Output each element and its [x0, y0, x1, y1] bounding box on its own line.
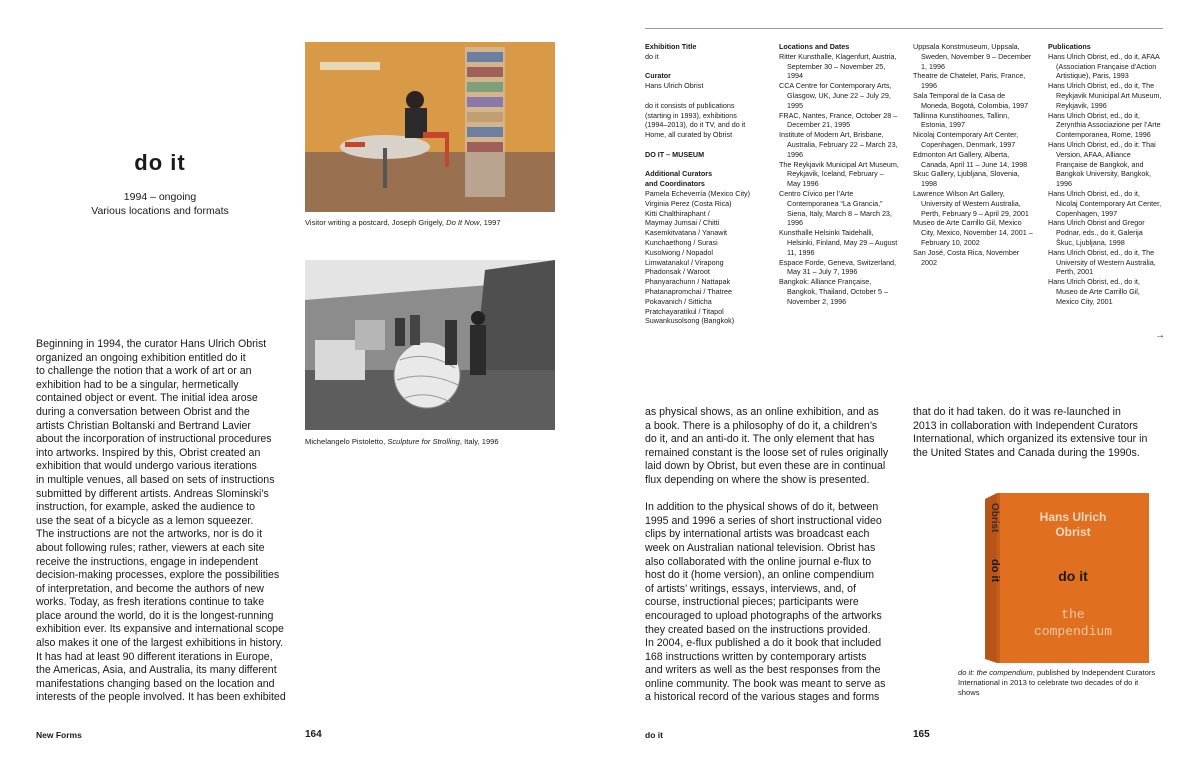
- description-line: do it consists of publications: [645, 100, 735, 110]
- body-text-line: the United States and Canada during the 1990s.: [913, 446, 1140, 459]
- publication-entry: Hans Ulrich Obrist, ed., do it, Zerynthia Associazione per l’Arte Contemporanea, Rome, 1996: [1048, 110, 1161, 140]
- body-text-line: into artworks. Inspired by this, Obrist created an: [36, 446, 261, 459]
- top-rule: [645, 28, 1163, 29]
- publication-entry: Hans Ulrich Obrist, ed., do it: Thai Version, AFAA, Alliance Française de Bangkok, and Bangkok University, Bangkok, 1996: [1048, 139, 1156, 189]
- description-line: Home, all curated by Obrist: [645, 130, 733, 140]
- body-text-line: do it, and an anti-do it. The only element that has: [645, 433, 875, 446]
- body-text-line: In addition to the physical shows of do it, between: [645, 501, 879, 514]
- body-text-line: works. Today, as fresh iterations continue to take: [36, 596, 265, 609]
- body-text-line: receive the instructions, engage in independent: [36, 555, 259, 568]
- body-text-line: It has had at least 90 different iterations in Europe,: [36, 650, 273, 663]
- book-caption: [958, 668, 1158, 698]
- body-text-line: organized an ongoing exhibition entitled do it: [36, 351, 246, 364]
- label-line: Additional Curators: [645, 169, 713, 179]
- body-text-line: a historical record of the various stages and forms: [645, 691, 880, 704]
- location-entry: Espace Forde, Geneva, Switzerland, May 31 – July 7, 1996: [779, 257, 897, 277]
- footer-section-right: do it: [645, 730, 663, 740]
- right-body-text-col2: [913, 406, 1163, 460]
- curator-name: Kusolwong / Nopadol: [645, 247, 713, 257]
- curator-name: Kunchaethong / Surasi: [645, 237, 718, 247]
- body-text-line: and writers as well as the best responses from the: [645, 664, 881, 677]
- publications-list: [1048, 52, 1162, 307]
- caption-2-year: , Italy, 1996: [459, 437, 499, 446]
- publication-entry: Hans Ulrich Obrist, ed., do it, Nicolaj Contemporary Art Center, Copenhagen, 1997: [1048, 188, 1162, 218]
- body-text-line: encouraged to upload photographs of the artworks: [645, 609, 882, 622]
- location-entry: Institute of Modern Art, Brisbane, Australia, February 22 – March 23, 1996: [779, 130, 898, 159]
- continue-arrow-icon: →: [1155, 330, 1165, 341]
- curator-name: Phanyarachunn / Nattapak: [645, 277, 731, 287]
- footer-section-left: New Forms: [36, 730, 82, 740]
- location-entry: Bangkok: Alliance Française, Bangkok, Thailand, October 5 – November 2, 1996: [779, 277, 888, 306]
- body-text-line: a book. There is a philosophy of do it, a children’s: [645, 419, 878, 432]
- additional-curators-list: [645, 189, 765, 326]
- body-text-line: exhibition ever. Its expansive and international scope: [36, 623, 284, 636]
- body-text-line: contained object or event. The initial idea arose: [36, 392, 258, 405]
- body-text-line: during a conversation between Obrist and the: [36, 405, 250, 418]
- photo-sculpture-for-strolling: [305, 260, 555, 430]
- body-text-line: online community. The book was meant to serve as: [645, 677, 886, 690]
- info-column-locations: [779, 42, 899, 307]
- info-column-publications: [1048, 42, 1162, 307]
- curator-name: Virginia Perez (Costa Rica): [645, 198, 732, 208]
- photo-visitor-illustration: [305, 42, 555, 212]
- book-caption-title: do it: the compendium: [958, 668, 1033, 677]
- publication-entry: Hans Ulrich Obrist and Gregor Podnar, eds., do it, Galerija Škuc, Ljubljana, 1998: [1048, 218, 1145, 247]
- book-title: do it: [1058, 568, 1088, 584]
- body-text-line: manifestations changing based on the location and: [36, 677, 275, 690]
- location-entry: The Reykjavik Municipal Art Museum, Reykjavik, Iceland, February – May 1996: [779, 159, 899, 189]
- body-text-line: interests of the people involved. It has been exhibited: [36, 691, 286, 704]
- photo-caption-1: [305, 218, 565, 228]
- publication-entry: Hans Ulrich Obrist, ed., do it, The Reykjavik Municipal Art Museum, Reykjavik, 1996: [1048, 81, 1162, 110]
- paragraph-spacer: [645, 488, 895, 502]
- curator-name: Pratchayaratikul / Titapol: [645, 306, 724, 316]
- location-entry: Sala Temporal de la Casa de Moneda, Bogotá, Colombia, 1997: [913, 90, 1029, 110]
- info-column-locations-continued: [913, 42, 1035, 267]
- body-text-line: of artists’ writings, essays, interviews, and, of: [645, 582, 856, 595]
- page-number-right: 165: [913, 729, 930, 740]
- museum-heading: DO IT – MUSEUM: [645, 149, 705, 159]
- curator-name: Limwatanakul / Virapong: [645, 257, 724, 267]
- additional-curators-label: [645, 169, 765, 189]
- body-text-line: host do it (home version), an online compendium: [645, 569, 875, 582]
- body-text-line: 168 instructions written by contemporary artists: [645, 650, 867, 663]
- location-entry: Skuc Gallery, Ljubljana, Slovenia, 1998: [913, 169, 1020, 189]
- body-text-line: also makes it one of the largest exhibitions in history.: [36, 637, 284, 650]
- body-text-line: about following rules; rather, viewers at each site: [36, 541, 265, 554]
- body-text-line: 1995 and 1996 a series of short instructional video: [645, 514, 882, 527]
- curator-label: Curator: [645, 71, 671, 81]
- body-text-line: artists Christian Boltanski and Bertrand Lavier: [36, 419, 251, 432]
- caption-2-text: Michelangelo Pistoletto,: [305, 437, 388, 446]
- body-text-line: exhibition that would undergo various iterations: [36, 460, 257, 473]
- curator-name: Kitti Chalthiraphant /: [645, 208, 710, 218]
- photo-visitor-writing-postcard: [305, 42, 555, 212]
- right-body-text-col1: [645, 406, 895, 705]
- locations-list: [779, 52, 899, 307]
- body-text-line: instruction, for example, asked the audience to: [36, 501, 256, 514]
- curator-name: Suwankusolsong (Bangkok): [645, 316, 735, 326]
- caption-2-title: Sculpture for Strolling: [387, 437, 460, 446]
- body-text-line: Beginning in 1994, the curator Hans Ulrich Obrist: [36, 338, 267, 350]
- exhibition-title-label: Exhibition Title: [645, 42, 697, 51]
- book-subtitle-line-2: compendium: [1033, 624, 1113, 639]
- publication-entry: Hans Ulrich Obrist, ed., do it, AFAA (Association Française d’Action Artistique), Paris, 1993: [1048, 51, 1160, 81]
- location-entry: Uppsala Konstmuseum, Uppsala, Sweden, November 9 – December 1, 1996: [913, 42, 1032, 71]
- location-entry: Ritter Kunsthalle, Klagenfurt, Austria, September 30 – November 25, 1994: [779, 51, 897, 81]
- caption-1-year: , 1997: [479, 218, 501, 227]
- curator-name: Phadonsak / Waroot: [645, 267, 710, 277]
- body-text-line: course, instructional pieces; participants were: [645, 596, 859, 609]
- page-number-left: 164: [305, 729, 322, 740]
- curator-name: Pamela Echeverría (Mexico City): [645, 188, 751, 198]
- publication-entry: Hans Ulrich Obrist, ed., do it, The University of Western Australia, Perth, 2001: [1048, 247, 1156, 277]
- info-column-1: [645, 42, 765, 326]
- publication-entry: Hans Ulrich Obrist, ed., do it, Museo de Arte Carrillo Gil, Mexico City, 2001: [1048, 277, 1140, 306]
- body-text-line: clips by international artists was broadcast each: [645, 528, 870, 541]
- body-text-line: International, which organized its extensive tour in: [913, 433, 1148, 446]
- body-text-line: 2013 in collaboration with Independent Curators: [913, 419, 1138, 432]
- body-text-line: to challenge the notion that a work of art or an: [36, 365, 252, 378]
- location-entry: Centro Cívico per l’Arte Contemporanea “La Grancia,” Siena, Italy, March 8 – March 23, 1996: [779, 188, 892, 228]
- book-subtitle-line-1: the: [1061, 607, 1085, 622]
- location-entry: Museo de Arte Carrillo Gil, Mexico City, Mexico, November 14, 2001 – February 10, 2002: [913, 218, 1033, 247]
- body-text-line: the Americas, Asia, and Australia, its many different: [36, 664, 277, 677]
- date-range: 1994 – ongoing: [123, 191, 197, 203]
- caption-1-text: Visitor writing a postcard, Joseph Grigely,: [305, 218, 447, 227]
- body-text-line: about the incorporation of instructional procedures: [36, 433, 272, 446]
- body-text-line: remained constant is the loose set of rules originally: [645, 446, 889, 459]
- caption-1-title: Do It Now: [446, 218, 480, 227]
- body-text-line: flux depending on where the show is presented.: [645, 473, 870, 486]
- locations-heading: Locations and Dates: [779, 42, 850, 51]
- curator-value: Hans Ulrich Obrist: [645, 81, 704, 91]
- body-text-line: The instructions are not the artworks, nor is do it: [36, 528, 263, 541]
- body-text-line: they created based on the instructions provided.: [645, 623, 871, 636]
- description-line: (starting in 1993), exhibitions: [645, 110, 737, 120]
- body-text-line: In 2004, e-flux published a do it book that included: [645, 637, 882, 650]
- page-title: do it: [134, 150, 186, 175]
- body-text-line: as physical shows, as an online exhibition, and as: [645, 406, 879, 418]
- left-body-text: [36, 338, 292, 705]
- curator-name: Kasemkitvatana / Yanawit: [645, 228, 728, 238]
- location-entry: FRAC, Nantes, France, October 28 – December 21, 1995: [779, 110, 898, 130]
- label-line: and Coordinators: [645, 179, 705, 189]
- book-spine-author: Obrist: [989, 503, 1000, 533]
- location-entry: CCA Centre for Contemporary Arts, Glasgow, UK, June 22 – July 29, 1995: [779, 81, 892, 110]
- book-author-line-2: Obrist: [1055, 525, 1091, 539]
- location-entry: Tallinna Kunstihoones, Tallinn, Estonia, 1997: [913, 110, 1010, 130]
- title-subtitle: [60, 190, 260, 218]
- curator-name: Maymay Jumsai / Chitti: [645, 218, 720, 228]
- body-text-line: that do it had taken. do it was re-launched in: [913, 406, 1121, 418]
- location-entry: Theatre de Chatelet, Paris, France, 1996: [913, 71, 1026, 91]
- body-text-line: week on Australian national television. Obrist has: [645, 541, 876, 554]
- body-text-line: laid down by Obrist, but even these are in continual: [645, 460, 886, 473]
- curator-name: Pokavanich / Sitticha: [645, 296, 712, 306]
- book-author-line-1: Hans Ulrich: [1039, 510, 1107, 524]
- body-text-line: decision-making processes, explore the possibilities: [36, 569, 280, 582]
- body-text-line: submitted by different artists. Andreas Slominski’s: [36, 487, 269, 500]
- publications-heading: Publications: [1048, 42, 1091, 51]
- body-text-line: of interpretation, and become the authors of new: [36, 582, 264, 595]
- body-text-line: use the seat of a bicycle as a lemon squeezer.: [36, 514, 254, 527]
- location-entry: San José, Costa Rica, November 2002: [913, 247, 1020, 267]
- body-text-line: in multiple venues, all based on sets of instructions: [36, 473, 275, 486]
- location-entry: Nicolaj Contemporary Art Center, Copenhagen, Denmark, 1997: [913, 130, 1019, 149]
- body-text-line: exhibition had to be a singular, hermetically: [36, 378, 239, 391]
- photo-strolling-illustration: [305, 260, 555, 430]
- body-text-line: also collaborated with the online journal e-flux to: [645, 555, 872, 568]
- body-text-line: place around the world, do it is the longest-running: [36, 609, 274, 622]
- location-entry: Kunsthalle Helsinki Taidehalli, Helsinki, Finland, May 29 – August 11, 1996: [779, 228, 898, 257]
- location-entry: Lawrence Wilson Art Gallery, University of Western Australia, Perth, February 9 – April 29, 2001: [913, 188, 1029, 218]
- exhibition-title-value: do it: [645, 51, 659, 61]
- book-illustration: [983, 493, 1153, 663]
- location-entry: Edmonton Art Gallery, Alberta, Canada, April 11 – June 14, 1998: [913, 149, 1028, 169]
- book-cover-image: [983, 493, 1153, 663]
- location-note: Various locations and formats: [91, 205, 229, 217]
- photo-caption-2: [305, 437, 565, 447]
- exhibition-description: [645, 101, 765, 140]
- book-caption-text: , published by Independent Curators International in 2013 to celebrate two decades of do it shows: [958, 668, 1156, 697]
- curator-name: Phatanapromchai / Thatree: [645, 286, 732, 296]
- locations-list-continued: [913, 42, 1035, 267]
- book-spine-title: do it: [989, 559, 1001, 583]
- description-line: (1994–2013), do it TV, and do it: [645, 120, 746, 130]
